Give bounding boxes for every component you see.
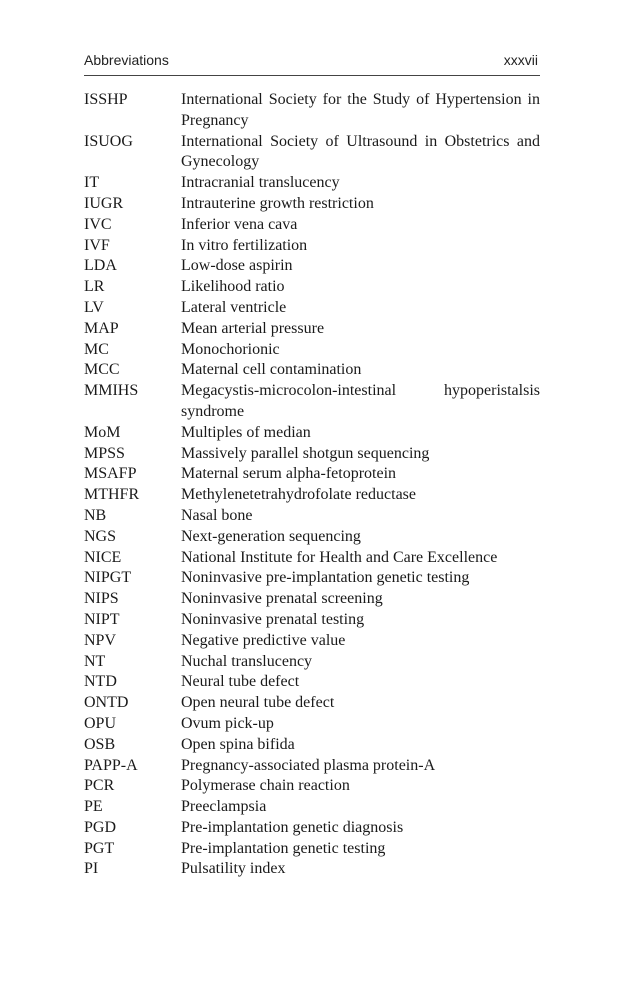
abbreviation-definition: Pre-implantation genetic diagnosis <box>181 818 404 836</box>
abbreviation-definition: Negative predictive value <box>181 631 346 649</box>
abbreviation-term: NPV <box>84 631 117 649</box>
abbreviation-term: IT <box>84 174 100 192</box>
abbreviation-definition: Low-dose aspirin <box>181 257 293 275</box>
abbreviation-entry <box>84 464 540 485</box>
abbreviation-term: NT <box>84 652 106 670</box>
abbreviation-term: ISSHP <box>84 91 128 108</box>
abbreviation-entry <box>84 194 540 215</box>
abbreviation-definition: Mean arterial pressure <box>181 319 325 337</box>
abbreviation-entry <box>84 568 540 589</box>
abbreviation-entry <box>84 236 540 257</box>
abbreviation-term: LV <box>84 298 104 316</box>
abbreviation-definition: Monochorionic <box>181 340 280 358</box>
abbreviation-definition: Likelihood ratio <box>181 278 285 296</box>
abbreviation-term: OPU <box>84 714 117 732</box>
abbreviation-term: MTHFR <box>84 486 140 504</box>
abbreviation-list <box>84 90 540 880</box>
abbreviation-term: MCC <box>84 361 120 379</box>
abbreviation-term: MC <box>84 340 109 358</box>
abbreviation-definition: Noninvasive prenatal testing <box>181 610 365 628</box>
abbreviation-entry <box>84 859 540 880</box>
abbreviation-definition: Megacystis-microcolon-intestinal hypoperistalsis syndrome <box>181 382 540 420</box>
abbreviation-term: NGS <box>84 527 117 545</box>
abbreviation-entry <box>84 672 540 693</box>
abbreviation-term: ISUOG <box>84 132 133 150</box>
abbreviation-definition: International Society of Ultrasound in Obstetrics and Gynecology <box>181 132 540 171</box>
abbreviation-definition: Multiples of median <box>181 423 311 441</box>
abbreviation-definition: Noninvasive pre-implantation genetic testing <box>181 569 470 587</box>
abbreviation-term: PCR <box>84 777 115 795</box>
abbreviation-definition: Lateral ventricle <box>181 298 287 316</box>
abbreviation-definition: Noninvasive prenatal screening <box>181 590 383 608</box>
abbreviation-definition: Open spina bifida <box>181 735 295 753</box>
abbreviation-term: NICE <box>84 548 122 566</box>
abbreviation-definition: Intrauterine growth restriction <box>181 194 374 212</box>
abbreviation-entry <box>84 548 540 569</box>
abbreviation-entry <box>84 506 540 527</box>
abbreviation-term: PAPP-A <box>84 756 138 774</box>
abbreviation-definition: Neural tube defect <box>181 673 300 691</box>
abbreviation-term: NIPGT <box>84 569 132 587</box>
section-title: Abbreviations <box>84 52 169 68</box>
abbreviation-definition: Pulsatility index <box>181 860 286 878</box>
abbreviation-entry <box>84 277 540 298</box>
abbreviation-entry <box>84 818 540 839</box>
abbreviation-term: LDA <box>84 257 117 275</box>
abbreviation-entry <box>84 610 540 631</box>
abbreviation-entry <box>84 381 540 423</box>
abbreviation-entry <box>84 319 540 340</box>
abbreviation-definition: In vitro fertilization <box>181 236 308 254</box>
abbreviation-term: LR <box>84 278 105 296</box>
abbreviation-entry <box>84 756 540 777</box>
abbreviation-definition: Polymerase chain reaction <box>181 777 350 795</box>
abbreviation-definition: Pre-implantation genetic testing <box>181 839 386 857</box>
abbreviation-definition: Next-generation sequencing <box>181 527 361 545</box>
abbreviation-entry <box>84 631 540 652</box>
abbreviation-definition: Methylenetetrahydrofolate reductase <box>181 486 416 504</box>
abbreviation-entry <box>84 589 540 610</box>
abbreviation-entry <box>84 298 540 319</box>
abbreviation-entry <box>84 256 540 277</box>
abbreviation-definition: National Institute for Health and Care Excellence <box>181 548 498 566</box>
abbreviation-entry <box>84 652 540 673</box>
abbreviation-entry <box>84 776 540 797</box>
abbreviation-term: PE <box>84 798 103 816</box>
abbreviation-entry <box>84 423 540 444</box>
abbreviation-definition: Open neural tube defect <box>181 694 335 712</box>
abbreviation-entry <box>84 693 540 714</box>
abbreviation-term: IVF <box>84 236 110 254</box>
abbreviation-definition: Ovum pick-up <box>181 714 274 732</box>
abbreviation-entry <box>84 839 540 860</box>
abbreviation-term: IVC <box>84 215 112 233</box>
abbreviation-entry <box>84 132 540 174</box>
abbreviation-entry <box>84 215 540 236</box>
abbreviation-term: NIPT <box>84 610 120 628</box>
abbreviation-definition: Pregnancy-associated plasma protein-A <box>181 756 436 774</box>
abbreviation-definition: Maternal cell contamination <box>181 361 362 379</box>
abbreviation-definition: Maternal serum alpha-fetoprotein <box>181 465 397 483</box>
abbreviation-entry <box>84 485 540 506</box>
abbreviation-term: MMIHS <box>84 382 139 400</box>
abbreviation-term: MSAFP <box>84 465 137 483</box>
abbreviation-term: ONTD <box>84 694 129 712</box>
abbreviation-term: PGD <box>84 818 117 836</box>
abbreviation-term: MAP <box>84 319 119 337</box>
abbreviation-entry <box>84 527 540 548</box>
header-divider <box>84 75 540 76</box>
abbreviation-term: PI <box>84 860 99 878</box>
abbreviation-entry <box>84 735 540 756</box>
abbreviation-entry <box>84 714 540 735</box>
abbreviation-term: NIPS <box>84 590 119 608</box>
abbreviation-term: NB <box>84 506 107 524</box>
abbreviation-term: MoM <box>84 423 121 441</box>
abbreviation-entry <box>84 340 540 361</box>
abbreviation-term: MPSS <box>84 444 125 462</box>
abbreviation-entry <box>84 444 540 465</box>
abbreviation-term: OSB <box>84 735 116 753</box>
abbreviation-entry <box>84 360 540 381</box>
abbreviation-entry <box>84 173 540 194</box>
page-number: xxxvii <box>503 52 538 68</box>
abbreviation-entry <box>84 797 540 818</box>
abbreviation-definition: International Society for the Study of Hypertension in Pregnancy <box>181 91 540 129</box>
abbreviation-definition: Inferior vena cava <box>181 215 298 233</box>
abbreviation-term: IUGR <box>84 194 124 212</box>
abbreviation-definition: Massively parallel shotgun sequencing <box>181 444 430 462</box>
abbreviation-definition: Nuchal translucency <box>181 652 313 670</box>
running-header <box>84 49 540 71</box>
abbreviation-definition: Intracranial translucency <box>181 174 340 192</box>
abbreviation-definition: Preeclampsia <box>181 798 267 816</box>
abbreviation-term: PGT <box>84 839 115 857</box>
abbreviation-definition: Nasal bone <box>181 506 253 524</box>
abbreviation-entry <box>84 90 540 132</box>
abbreviation-term: NTD <box>84 673 117 691</box>
